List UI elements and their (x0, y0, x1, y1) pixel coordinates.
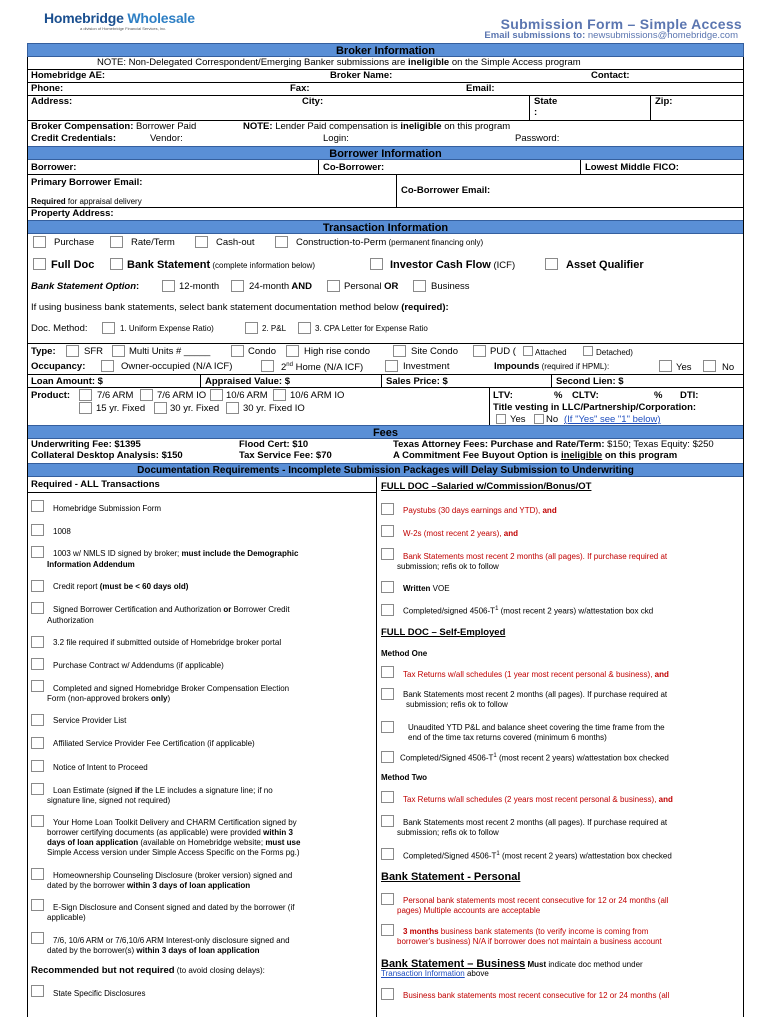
form-4506-m1-checkbox[interactable] (381, 751, 394, 763)
broker-name-field[interactable]: Broker Name: (330, 70, 393, 81)
appraisal-delivery-note: Required for appraisal delivery (31, 197, 142, 206)
credit-report-label: Credit report (must be < 60 days old) (53, 582, 189, 591)
second-home-checkbox[interactable] (261, 360, 274, 372)
loan-estimate-checkbox[interactable] (31, 783, 44, 795)
ltv-percent: % (554, 390, 563, 401)
fico-field[interactable]: Lowest Middle FICO: (585, 162, 679, 173)
title-vesting-no-label: No (546, 414, 559, 425)
bank-statements-m1-label-2: submission; refis ok to follow (406, 700, 508, 709)
method-one-head: Method One (381, 649, 428, 658)
bank-statements-m1-label: Bank Statements most recent 2 months (all pages). If purchase required at (403, 690, 668, 699)
home-loan-toolkit-label-4: Simple Access version under Simple Access Specific on the Forms pg.) (47, 848, 300, 857)
business-checkbox[interactable] (413, 280, 426, 292)
fixed-15-checkbox[interactable] (79, 402, 92, 414)
construction-to-perm-checkbox[interactable] (275, 236, 288, 248)
arm-disclosure-label: 7/6, 10/6 ARM or 7/6,10/6 ARM Interest-only disclosure signed and (53, 936, 290, 945)
state-colon: : (534, 107, 538, 118)
transaction-info-bar: Transaction Information (27, 220, 744, 234)
borrower-cert-label: Signed Borrower Certification and Authorization or Borrower Credit (53, 605, 290, 614)
logo-text: Homebridge (44, 10, 124, 26)
form-4506-salaried-label: Completed/signed $4506-T^1$ (most recent 2 years) w/attestation box ckd (403, 606, 654, 616)
investor-cash-flow-checkbox[interactable] (370, 258, 383, 270)
attached-label: Attached (535, 348, 567, 357)
owner-occupied-label: Owner-occupied (N/A ICF) (121, 361, 233, 372)
tax-returns-2yr-checkbox[interactable] (381, 791, 394, 803)
borrower-info-bar: Borrower Information (27, 146, 744, 160)
form-1003-checkbox[interactable] (31, 546, 44, 558)
second-home-label: 2nd Home (N/A ICF) (281, 362, 364, 374)
zip-field[interactable]: Zip: (655, 96, 673, 107)
property-address-field[interactable]: Property Address: (31, 208, 114, 219)
submission-email: Email submissions to: newsubmissions@homebridge.com (484, 30, 738, 41)
type-label: Type: (31, 346, 56, 357)
full-doc-salaried-head: FULL DOC –Salaried w/Commission/Bonus/OT (381, 481, 592, 492)
texas-attorney-fees: Texas Attorney Fees: Purchase and Rate/Term: $150; Texas Equity: $250 (393, 439, 714, 450)
fees-bar: Fees (27, 425, 744, 439)
fixed-30-io-checkbox[interactable] (226, 402, 239, 414)
form-1008-checkbox[interactable] (31, 524, 44, 536)
broker-comp-election-label-2: Form (non-approved brokers only) (47, 694, 171, 703)
impounds-no-checkbox[interactable] (703, 360, 716, 372)
commitment-fee-note: A Commitment Fee Buyout Option is ineligible on this program (393, 450, 678, 461)
business-bank-statements-checkbox[interactable] (381, 988, 394, 1000)
form-4506-m2-label: Completed/Signed $4506-T^1$ (most recent 2 years) w/attestation box checked (403, 851, 672, 861)
personal-checkbox[interactable] (327, 280, 340, 292)
borrower-cert-label-2: Authorization (47, 616, 94, 625)
full-doc-checkbox[interactable] (33, 258, 46, 270)
broker-comp-election-checkbox[interactable] (31, 680, 44, 692)
personal-bank-statements-label: Personal bank statements most recent consecutive for 12 or 24 months (all (403, 896, 669, 905)
arm-76-io-checkbox[interactable] (140, 389, 153, 401)
primary-email-field[interactable]: Primary Borrower Email: (31, 177, 143, 188)
fixed-30-checkbox[interactable] (154, 402, 167, 414)
intent-to-proceed-checkbox[interactable] (31, 760, 44, 772)
occupancy-label: Occupancy: (31, 361, 86, 372)
condo-label: Condo (248, 346, 276, 357)
three-month-business-label-2: borrower's business) N/A if borrower does not maintain a business account (397, 937, 662, 946)
title-vesting-no-checkbox[interactable] (534, 414, 544, 424)
arm-76-checkbox[interactable] (79, 389, 92, 401)
arm-106-label: 10/6 ARM (226, 390, 268, 401)
flood-cert-fee: Flood Cert: $10 (239, 439, 309, 450)
business-label: Business (431, 281, 470, 292)
home-loan-toolkit-label: Your Home Loan Toolkit Delivery and CHARM Certification signed by (53, 818, 297, 827)
twelve-month-checkbox[interactable] (162, 280, 175, 292)
state-field[interactable]: State (534, 96, 558, 107)
logo-accent-text: Wholesale (127, 10, 195, 26)
impounds-yes-checkbox[interactable] (659, 360, 672, 372)
state-disclosures-label: State Specific Disclosures (53, 989, 146, 998)
paystubs-label: Paystubs (30 days earnings and YTD), and (403, 506, 557, 515)
twenty-four-month-checkbox[interactable] (231, 280, 244, 292)
personal-label: Personal OR (344, 281, 399, 292)
second-lien-field[interactable]: Second Lien: $ (556, 376, 624, 387)
investor-cash-flow-label: Investor Cash Flow (ICF) (390, 259, 516, 271)
submission-form-checkbox[interactable] (31, 500, 44, 512)
fixed-30-io-label: 30 yr. Fixed IO (243, 403, 305, 414)
purchase-contract-label: Purchase Contract w/ Addendums (if applicable) (53, 661, 224, 670)
affiliated-provider-label: Affiliated Service Provider Fee Certification (if applicable) (53, 739, 255, 748)
construction-to-perm-label: Construction-to-Perm (permanent financing only) (296, 237, 484, 248)
form-title: Submission Form – Simple Access (500, 16, 742, 32)
co-borrower-email-field[interactable]: Co-Borrower Email: (401, 185, 491, 196)
cltv-percent: % (654, 390, 663, 401)
tax-returns-1yr-checkbox[interactable] (381, 666, 394, 678)
unaudited-pl-label-2: end of the time tax returns covered (minimum 6 months) (408, 733, 607, 742)
borrower-cert-checkbox[interactable] (31, 602, 44, 614)
fixed-30-label: 30 yr. Fixed (170, 403, 220, 414)
fax-field[interactable]: Fax: (290, 83, 310, 94)
home-loan-toolkit-label-3: days of loan application (available on Homebridge website; must use (47, 838, 301, 847)
tax-returns-1yr-label: Tax Returns w/all schedules (1 year most recent personal & business), and (403, 670, 669, 679)
esign-disclosure-label-2: applicable) (47, 913, 86, 922)
full-doc-label: Full Doc (51, 259, 95, 271)
twelve-month-label: 12-month (179, 281, 220, 292)
asset-qualifier-label: Asset Qualifier (566, 259, 644, 271)
credit-credentials-label: Credit Credentials: (31, 133, 116, 144)
high-rise-condo-label: High rise condo (304, 346, 371, 357)
home-loan-toolkit-label-2: borrower certifying documents (as applicable) were provided within 3 (47, 828, 293, 837)
intent-to-proceed-label: Notice of Intent to Proceed (53, 763, 148, 772)
co-borrower-field[interactable]: Co-Borrower: (323, 162, 385, 173)
login-field[interactable]: Login: (323, 133, 349, 144)
affiliated-provider-checkbox[interactable] (31, 737, 44, 749)
cda-fee: Collateral Desktop Analysis: $150 (31, 450, 183, 461)
demographic-addendum-label: Information Addendum (47, 560, 135, 569)
cpa-letter-label: 3. CPA Letter for Expense Ratio (315, 324, 428, 333)
counseling-disclosure-label-2: dated by the borrower within 3 days of loan application (47, 881, 251, 890)
cash-out-checkbox[interactable] (195, 236, 208, 248)
cpa-letter-checkbox[interactable] (298, 322, 311, 334)
loan-estimate-label-2: signature line, signed not required) (47, 796, 171, 805)
high-rise-condo-checkbox[interactable] (286, 345, 299, 357)
purchase-contract-checkbox[interactable] (31, 658, 44, 670)
documentation-bar: Documentation Requirements - Incomplete Submission Packages will Delay Submission to Underwriting (27, 463, 744, 477)
unaudited-pl-checkbox[interactable] (381, 721, 394, 733)
arm-disclosure-label-2: dated by the borrower(s) within 3 days of loan application (47, 946, 260, 955)
purchase-label: Purchase (54, 237, 95, 248)
tax-returns-2yr-label: Tax Returns w/all schedules (2 years most recent personal & business), and (403, 795, 673, 804)
site-condo-label: Site Condo (411, 346, 459, 357)
written-voe-checkbox[interactable] (381, 581, 394, 593)
bank-statements-salaried-label-2: submission; refis ok to follow (397, 562, 499, 571)
see-note-1-link[interactable]: (If "Yes" see "1" below) (564, 414, 661, 425)
purchase-checkbox[interactable] (33, 236, 46, 248)
file-32-checkbox[interactable] (31, 636, 44, 648)
form-4506-salaried-checkbox[interactable] (381, 604, 394, 616)
transaction-info-reference: Transaction Information above (381, 969, 489, 978)
form-1003-label: 1003 w/ NMLS ID signed by broker; must include the Demographic (53, 549, 299, 558)
unaudited-pl-label: Unaudited YTD P&L and balance sheet covering the time frame from the (408, 723, 665, 732)
broker-compensation: Broker Compensation: Borrower Paid (31, 121, 197, 132)
paystubs-checkbox[interactable] (381, 503, 394, 515)
loan-estimate-label: Loan Estimate (signed if the LE includes a signature line; if no (53, 786, 273, 795)
form-4506-m2-checkbox[interactable] (381, 848, 394, 860)
city-field[interactable]: City: (302, 96, 324, 107)
tax-service-fee: Tax Service Fee: $70 (239, 450, 332, 461)
esign-disclosure-checkbox[interactable] (31, 899, 44, 911)
bank-statement-personal-head: Bank Statement - Personal (381, 871, 521, 883)
credit-report-checkbox[interactable] (31, 580, 44, 592)
broker-comp-election-label: Completed and signed Homebridge Broker Compensation Election (53, 684, 290, 693)
site-condo-checkbox[interactable] (393, 345, 406, 357)
owner-occupied-checkbox[interactable] (101, 360, 114, 372)
impounds-yes-label: Yes (676, 362, 692, 373)
broker-info-bar: Broker Information (27, 43, 744, 57)
arm-106-io-label: 10/6 ARM IO (290, 390, 345, 401)
detached-label: Detached) (596, 348, 633, 357)
bank-statement-business-head: Bank Statement – Business Must indicate doc method under (381, 958, 643, 970)
investment-label: Investment (403, 361, 450, 372)
asset-qualifier-checkbox[interactable] (545, 258, 558, 270)
dti-field[interactable]: DTI: (680, 390, 699, 401)
bank-statement-checkbox[interactable] (110, 258, 123, 270)
impounds-label: Impounds (required if HPML): (494, 361, 610, 372)
cltv-field[interactable]: CLTV: (572, 390, 599, 401)
product-label: Product: (31, 390, 71, 401)
rate-term-label: Rate/Term (131, 237, 175, 248)
ltv-field[interactable]: LTV: (493, 390, 513, 401)
home-loan-toolkit-checkbox[interactable] (31, 815, 44, 827)
form-1008-label: 1008 (53, 527, 71, 536)
investment-checkbox[interactable] (385, 360, 398, 372)
multi-units-checkbox[interactable] (112, 345, 125, 357)
cash-out-label: Cash-out (216, 237, 255, 248)
file-32-label: 3.2 file required if submitted outside of Homebridge broker portal (53, 638, 282, 647)
bank-statements-m2-label-2: submission; refis ok to follow (397, 828, 499, 837)
bank-statements-m1-checkbox[interactable] (381, 688, 394, 700)
pud-label: PUD ( (490, 346, 516, 357)
full-doc-self-employed-head: FULL DOC – Self-Employed (381, 627, 506, 638)
vendor-field[interactable]: Vendor: (150, 133, 183, 144)
phone-field[interactable]: Phone: (31, 83, 64, 94)
attached-checkbox[interactable] (523, 346, 533, 356)
condo-checkbox[interactable] (231, 345, 244, 357)
company-logo (44, 10, 195, 32)
arm-76-io-label: 7/6 ARM IO (157, 390, 207, 401)
bank-statement-option-label: Bank Statement Option: (31, 281, 140, 292)
address-field[interactable]: Address: (31, 96, 73, 107)
homebridge-ae-field[interactable]: Homebridge AE: (31, 70, 106, 81)
bank-statements-salaried-checkbox[interactable] (381, 548, 394, 560)
arm-106-io-checkbox[interactable] (273, 389, 286, 401)
form-4506-m1-label: Completed/Signed $4506-T^1$ (most recent 2 years) w/attestation box checked (400, 753, 669, 763)
uniform-expense-label: 1. Uniform Expense Ratio) (120, 324, 214, 333)
noncorrespondent-note: NOTE: Non-Delegated Correspondent/Emerging Banker submissions are ineligible on the Simple Access program (97, 57, 581, 68)
doc-method-label: Doc. Method: (31, 323, 88, 334)
sales-price-field[interactable]: Sales Price: $ (386, 376, 448, 387)
esign-disclosure-label: E-Sign Disclosure and Consent signed and dated by the borrower (if (53, 903, 295, 912)
arm-76-label: 7/6 ARM (97, 390, 134, 401)
personal-bank-statements-checkbox[interactable] (381, 893, 394, 905)
w2-checkbox[interactable] (381, 525, 394, 537)
personal-bank-statements-label-2: pages) Multiple accounts are acceptable (397, 906, 541, 915)
three-month-business-checkbox[interactable] (381, 924, 394, 936)
twenty-four-month-label: 24-month AND (249, 281, 313, 292)
multi-units-label: Multi Units # _____ (129, 346, 211, 357)
loan-amount-field[interactable]: Loan Amount: $ (31, 376, 103, 387)
business-bank-statements-label: Business bank statements most recent consecutive for 12 or 24 months (all (403, 991, 670, 1000)
pl-checkbox[interactable] (245, 322, 258, 334)
submission-form-label: Homebridge Submission Form (53, 504, 162, 513)
contact-field[interactable]: Contact: (591, 70, 630, 81)
title-vesting-label: Title vesting in LLC/Partnership/Corporation: (493, 402, 697, 413)
three-month-business-label: 3 months business bank statements (to verify income is coming from (403, 927, 649, 936)
service-provider-list-checkbox[interactable] (31, 714, 44, 726)
arm-disclosure-checkbox[interactable] (31, 932, 44, 944)
comp-note: NOTE: Lender Paid compensation is ineligible on this program (243, 121, 511, 132)
title-vesting-yes-label: Yes (510, 414, 526, 425)
w2-label: W-2s (most recent 2 years), and (403, 529, 518, 538)
pud-checkbox[interactable] (473, 345, 486, 357)
method-two-head: Method Two (381, 773, 428, 782)
sfr-label: SFR (84, 346, 103, 357)
sfr-checkbox[interactable] (66, 345, 79, 357)
appraised-value-field[interactable]: Appraised Value: $ (205, 376, 291, 387)
service-provider-list-label: Service Provider List (53, 716, 127, 725)
transaction-information-link[interactable]: Transaction Information (381, 969, 465, 978)
state-disclosures-checkbox[interactable] (31, 985, 44, 997)
email-address[interactable]: newsubmissions@homebridge.com (587, 30, 738, 41)
borrower-field[interactable]: Borrower: (31, 162, 77, 173)
bank-statements-m2-checkbox[interactable] (381, 815, 394, 827)
doc-method-prompt: If using business bank statements, select bank statement documentation method below (required): (31, 302, 449, 313)
fixed-15-label: 15 yr. Fixed (96, 403, 146, 414)
pl-label: 2. P&L (262, 324, 287, 333)
counseling-disclosure-checkbox[interactable] (31, 868, 44, 880)
uniform-expense-checkbox[interactable] (102, 322, 115, 334)
bank-statement-label: Bank Statement (complete information below) (127, 259, 316, 271)
detached-checkbox[interactable] (583, 346, 593, 356)
written-voe-label: Written VOE (403, 584, 450, 593)
bank-statements-m2-label: Bank Statements most recent 2 months (all pages). If purchase required at (403, 818, 668, 827)
recommended-label: Recommended but not required (to avoid closing delays): (31, 965, 265, 976)
arm-106-checkbox[interactable] (210, 389, 223, 401)
rate-term-checkbox[interactable] (110, 236, 123, 248)
required-all-transactions-head: Required - ALL Transactions (31, 479, 160, 490)
counseling-disclosure-label: Homeownership Counseling Disclosure (broker version) signed and (53, 871, 293, 880)
password-field[interactable]: Password: (515, 133, 560, 144)
logo-tagline: a division of Homebridge Financial Services, Inc. (80, 26, 167, 32)
bank-statements-salaried-label: Bank Statements most recent 2 months (all pages). If purchase required at (403, 552, 668, 561)
title-vesting-yes-checkbox[interactable] (496, 414, 506, 424)
broker-email-field[interactable]: Email: (466, 83, 495, 94)
underwriting-fee: Underwriting Fee: $1395 (31, 439, 141, 450)
impounds-no-label: No (722, 362, 735, 373)
